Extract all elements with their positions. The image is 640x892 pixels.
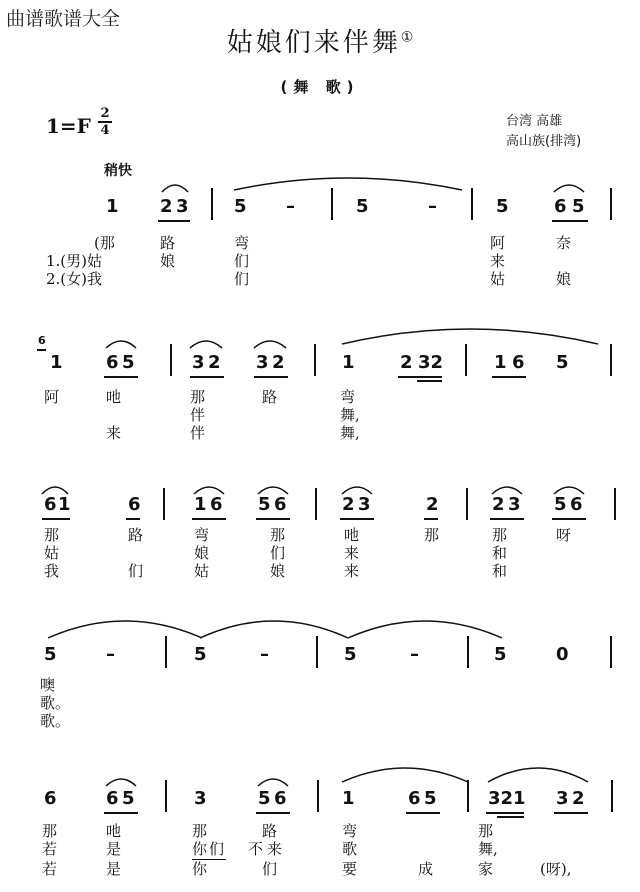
note: 0 (556, 644, 569, 665)
note: 5 (234, 196, 247, 217)
barline (614, 488, 616, 520)
note: 2 (572, 788, 585, 809)
lyric: 那 (44, 526, 60, 544)
lyric: 你 (192, 860, 208, 878)
lyric: (那 (94, 234, 115, 252)
underline (492, 376, 526, 378)
barline (165, 780, 167, 812)
lyric: 是 (106, 840, 122, 858)
note: 5 (572, 196, 585, 217)
tie (486, 762, 590, 786)
music-system-4 (0, 612, 640, 732)
note: 5 (556, 352, 569, 373)
lyric: 娘 (194, 544, 210, 562)
lyric: 那 (478, 822, 494, 840)
note: 1 (58, 494, 71, 515)
lyric: 们 (270, 544, 286, 562)
note: 5 (496, 196, 509, 217)
note: 3 (256, 352, 269, 373)
underline (424, 518, 438, 520)
time-bottom: 4 (100, 123, 110, 138)
lyric: 和 (492, 562, 508, 580)
note: 2 (342, 494, 355, 515)
barline (610, 344, 612, 376)
lead-in-grace: 6 (38, 334, 46, 347)
note: – (106, 644, 115, 665)
underline (254, 376, 288, 378)
lyric: 伴 (190, 406, 206, 424)
note: 5 (494, 644, 507, 665)
underline (552, 220, 588, 222)
lyric: 弯 (194, 526, 210, 544)
lyric: 你们 (192, 840, 227, 858)
music-system-3 (0, 470, 640, 590)
underline (158, 220, 190, 222)
note: 2 (160, 196, 173, 217)
music-system-2 (0, 322, 640, 442)
lyric: 奈 (556, 234, 572, 252)
barline (170, 344, 172, 376)
note: 6 (274, 494, 287, 515)
note: 1 (494, 352, 507, 373)
note: 6 (512, 352, 525, 373)
note: 2 (426, 494, 439, 515)
barline (466, 488, 468, 520)
note: 3 (192, 352, 205, 373)
note: 6 (106, 352, 119, 373)
note: 5 (258, 494, 271, 515)
lyric: 们 (234, 270, 250, 288)
lyric: 那 (192, 822, 208, 840)
note: 321 (488, 788, 526, 809)
lyric: 吔 (106, 822, 122, 840)
lyric: 吔 (106, 388, 122, 406)
note: – (286, 196, 295, 217)
barline (315, 488, 317, 520)
underline (192, 518, 226, 520)
title-text: 姑娘们来伴舞 (226, 28, 401, 58)
title-footnote-mark: ① (400, 29, 414, 46)
underline (42, 518, 70, 520)
time-top: 2 (100, 106, 110, 121)
underline (554, 812, 588, 814)
underline (256, 518, 290, 520)
note: 5 (122, 352, 135, 373)
note: 6 (106, 788, 119, 809)
note: 3 (358, 494, 371, 515)
lyric: 2.(女)我 (46, 270, 103, 288)
lyric: 不来 (248, 840, 287, 858)
lyric: 来 (344, 544, 360, 562)
underline (490, 518, 524, 520)
lyric: 路 (262, 388, 278, 406)
note: 2 (272, 352, 285, 373)
tempo-marking: 稍快 (104, 163, 132, 179)
lyric: 若 (42, 840, 58, 858)
note: – (260, 644, 269, 665)
subtitle: (舞 歌) (280, 78, 360, 96)
tie (340, 324, 600, 346)
lyric: 舞, (340, 406, 360, 424)
slur (256, 774, 290, 788)
note: 6 (128, 494, 141, 515)
lyric: 们 (128, 562, 144, 580)
lyric: 伴 (190, 424, 206, 442)
music-system-5 (0, 756, 640, 886)
lyric: 那 (190, 388, 206, 406)
lyric: 那 (492, 526, 508, 544)
note: 5 (194, 644, 207, 665)
barline (610, 188, 612, 220)
lyric: 舞, (478, 840, 498, 858)
underline (256, 812, 290, 814)
note: 1 (342, 352, 355, 373)
lyric: 是 (106, 860, 122, 878)
lyric: 那 (42, 822, 58, 840)
slur (552, 180, 586, 194)
lyric: 1.(男)姑 (46, 252, 103, 270)
note: 5 (122, 788, 135, 809)
lyric: 要 (342, 860, 358, 878)
note: 5 (344, 644, 357, 665)
lyric: 娘 (556, 270, 572, 288)
note: 6 (408, 788, 421, 809)
underline (126, 518, 140, 520)
note: 3 (556, 788, 569, 809)
lyric: 歌。 (40, 694, 71, 712)
watermark: 曲谱歌谱大全 (6, 8, 121, 30)
tie (232, 174, 464, 194)
lyric: 舞, (340, 424, 360, 442)
underline (104, 376, 138, 378)
barline (211, 188, 213, 220)
note: 5 (356, 196, 369, 217)
lyric: 那 (424, 526, 440, 544)
lyric: 阿 (490, 234, 506, 252)
note: 1 (342, 788, 355, 809)
lyric: 成 (418, 860, 434, 878)
barline (610, 636, 612, 668)
underline (340, 518, 374, 520)
barline (611, 780, 613, 812)
note: 5 (424, 788, 437, 809)
underline (398, 376, 442, 378)
origin-region: 台湾 高雄 (506, 114, 563, 129)
note: 6 (274, 788, 287, 809)
lyric: 来 (344, 562, 360, 580)
barline (471, 188, 473, 220)
lyric: 姑 (490, 270, 506, 288)
lyric: 歌 (342, 840, 358, 858)
underline (486, 812, 524, 814)
note: 1 (106, 196, 119, 217)
note: 3 (508, 494, 521, 515)
note: 2 (400, 352, 413, 373)
lyric: 呀 (556, 526, 572, 544)
note: 1 (194, 494, 207, 515)
slur (188, 336, 224, 350)
slur (104, 336, 138, 350)
slur (160, 180, 190, 194)
lyric: 弯 (340, 388, 356, 406)
lyric: 歌。 (40, 712, 71, 730)
note: 3 (176, 196, 189, 217)
underline (190, 376, 224, 378)
lyric: 我 (44, 562, 60, 580)
lyric: 娘 (160, 252, 176, 270)
music-system-1 (0, 180, 640, 290)
tie (346, 614, 504, 642)
lyric: 来 (490, 252, 506, 270)
lyric: 路 (262, 822, 278, 840)
lyric: 噢 (40, 676, 56, 694)
origin-ethnic: 高山族(排湾) (506, 134, 582, 149)
lyric: 们 (262, 860, 278, 878)
note: 32 (418, 352, 444, 373)
note: 6 (44, 788, 57, 809)
tie (340, 762, 470, 786)
note: 6 (210, 494, 223, 515)
tie (198, 614, 350, 642)
note: – (410, 644, 419, 665)
lyric: 那 (270, 526, 286, 544)
underline (552, 518, 586, 520)
barline (317, 780, 319, 812)
underline (497, 816, 524, 818)
lyric: 们 (234, 252, 250, 270)
note: 2 (208, 352, 221, 373)
note: 3 (194, 788, 207, 809)
underline (104, 812, 138, 814)
lyric: 娘 (270, 562, 286, 580)
song-title (0, 22, 640, 59)
note: 5 (44, 644, 57, 665)
lyric: 弯 (342, 822, 358, 840)
note: 6 (44, 494, 57, 515)
note: 1 (50, 352, 63, 373)
lyric: 吔 (344, 526, 360, 544)
lyric: 姑 (194, 562, 210, 580)
lyric: 姑 (44, 544, 60, 562)
lyric: 路 (160, 234, 176, 252)
note: 2 (492, 494, 505, 515)
underline (37, 349, 46, 351)
lyric: 若 (42, 860, 58, 878)
lyric: 弯 (234, 234, 250, 252)
note: 5 (258, 788, 271, 809)
lyric: (呀), (540, 860, 572, 878)
time-signature (98, 107, 112, 137)
note: – (428, 196, 437, 217)
key-signature: 1=F (46, 114, 91, 138)
underline (417, 380, 442, 382)
barline (314, 344, 316, 376)
slur (104, 774, 138, 788)
lyric: 和 (492, 544, 508, 562)
tie (46, 614, 204, 642)
barline (465, 344, 467, 376)
lyric: 阿 (44, 388, 60, 406)
lyric: 家 (478, 860, 494, 878)
underline (406, 812, 440, 814)
note: 6 (570, 494, 583, 515)
note: 6 (554, 196, 567, 217)
note: 5 (554, 494, 567, 515)
slur (252, 336, 288, 350)
lyric: 路 (128, 526, 144, 544)
lyric: 来 (106, 424, 122, 442)
barline (163, 488, 165, 520)
